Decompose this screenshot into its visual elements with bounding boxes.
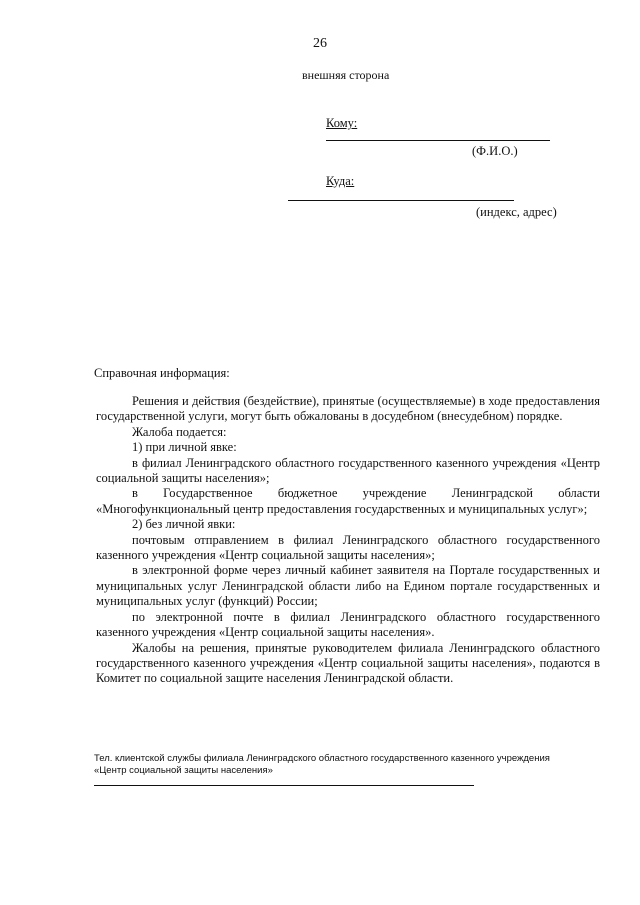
recipient-name-hint: (Ф.И.О.) bbox=[472, 144, 518, 158]
side-label: внешняя сторона bbox=[302, 68, 390, 82]
paragraph-postal: почтовым отправлением в филиал Ленинградского областного государственного казенного учреждения «Центр социальной защиты населения»; bbox=[96, 532, 600, 563]
reference-body bbox=[96, 394, 600, 687]
address-hint: (индекс, адрес) bbox=[476, 205, 557, 219]
paragraph-complaint-filed: Жалоба подается: bbox=[132, 424, 227, 439]
address-label: Куда: bbox=[326, 174, 355, 188]
reference-heading: Справочная информация: bbox=[94, 366, 230, 380]
recipient-name-line bbox=[326, 140, 550, 141]
paragraph-remote: 2) без личной явки: bbox=[132, 517, 236, 532]
phone-line bbox=[94, 785, 474, 786]
paragraph-mfc: в Государственное бюджетное учреждение Ленинградской области «Многофункциональный центр предоставления государственных и муниципальных услуг»; bbox=[96, 486, 600, 516]
page-number: 26 bbox=[313, 36, 327, 51]
paragraph-branch-office: в филиал Ленинградского областного государственного казенного учреждения «Центр социальной защиты населения»; bbox=[96, 455, 600, 486]
paragraph-email: по электронной почте в филиал Ленинградского областного государственного казенного учреждения «Центр социальной защиты населения». bbox=[96, 609, 600, 640]
address-line bbox=[288, 200, 514, 201]
paragraph-appeal-rights: Решения и действия (бездействие), принятые (осуществляемые) в ходе предоставления государственной услуги, могут быть обжалованы в досудебном (внесудебном) порядке. bbox=[96, 394, 600, 424]
recipient-label: Кому: bbox=[326, 116, 358, 130]
client-service-phone: Тел. клиентской службы филиала Ленинградского областного государственного казенного учреждения «Центр социальной защиты населения» bbox=[94, 753, 550, 776]
paragraph-in-person: 1) при личной явке: bbox=[132, 440, 237, 455]
paragraph-portal: в электронной форме через личный кабинет заявителя на Портале государственных и муниципальных услуг Ленинградской области либо на Едином портале государственных и муниципальных услуг (функций) России; bbox=[96, 563, 600, 609]
paragraph-committee: Жалобы на решения, принятые руководителем филиала Ленинградского областного государственного казенного учреждения «Центр социальной защиты населения», подаются в Комитет по социальной защите населения Ленинградской области. bbox=[96, 640, 600, 686]
